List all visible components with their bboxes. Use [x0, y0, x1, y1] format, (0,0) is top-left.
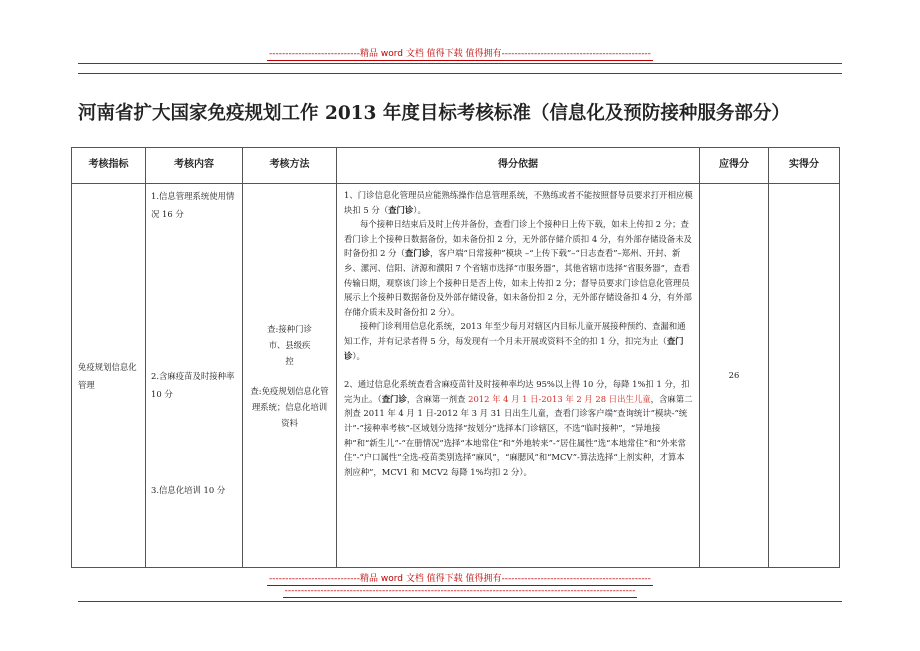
table-row [72, 184, 840, 568]
header-content: 考核内容 [146, 148, 243, 184]
top-rule-1 [78, 63, 842, 64]
header-indicator: 考核指标 [72, 148, 146, 184]
header-score-due: 应得分 [700, 148, 769, 184]
content-cell [146, 184, 243, 568]
header-basis: 得分依据 [337, 148, 700, 184]
method-item-1: 查:接种门诊市、县级疾控 [267, 324, 312, 366]
score-due-value: 26 [728, 370, 740, 381]
basis-para-1: 1、门诊信息化管理员应能熟练操作信息管理系统，不熟练或者不能按照督导员要求打开相应模块扣 5 分（查门诊）。 [344, 190, 693, 215]
method-cell [243, 184, 337, 568]
table-header-row [72, 148, 840, 184]
bottom-banner-text: ----------------------------精品 word 文档 值得下载 值得拥有---------------------------------------------- [267, 571, 653, 586]
header-score-actual: 实得分 [769, 148, 840, 184]
content-item-1: 1.信息管理系统使用情况 16 分 [151, 191, 235, 219]
content-item-2: 2.含麻疫苗及时接种率 10 分 [151, 371, 235, 399]
bottom-rule [78, 601, 842, 602]
assessment-table [71, 147, 840, 568]
basis-para-4: 2、通过信息化系统查看含麻疫苗针及时接种率均达 95%以上得 10 分，每降 1%扣 1 分，扣完为止。（查门诊，含麻第一剂查 2012 年 4 月 1 日-2013 年 2 月 28 日出生儿童，含麻第二剂查 2011 年 4 月 1 日-2012 年 3 月 31 日出生儿童，查看门诊客户端“查询统计”模块-“统计”-“接种率考核”-区域划分选择“按划分”选择本门诊辖区，不选“临时接种”，“异地接种”和“新生儿”-“在册情况”选择“本地常住”和“外地转来”-“居住属性”选“本地常住”和“外来常住”-“户口属性”全选-疫苗类别选择“麻风”，“麻腮风”和“MCV”-算法选择“上剂实种，才算本剂应种”，MCV1 和 MCV2 每降 1%均扣 2 分）。 [344, 379, 693, 477]
score-due-cell [700, 184, 769, 568]
birth-date-range-highlight: 2012 年 4 月 1 日-2013 年 2 月 28 日出生儿童 [468, 393, 651, 404]
top-banner-text: ----------------------------精品 word 文档 值得下载 值得拥有---------------------------------------------- [267, 46, 653, 61]
bottom-banner-dash-line: ------------------------------------------------------------------------------------------------------------ [284, 586, 636, 596]
basis-cell [337, 184, 700, 568]
top-rule-2 [78, 73, 842, 74]
bottom-banner-dashes [0, 586, 920, 598]
method-item-2: 查:免疫规划信息化管理系统；信息化培训资料 [250, 386, 329, 428]
score-actual-cell[interactable] [769, 184, 840, 568]
indicator-cell [72, 184, 146, 568]
bottom-banner [0, 571, 920, 586]
basis-para-3: 接种门诊利用信息化系统，2013 年至少每月对辖区内目标儿童开展接种预约、查漏和通知工作，并有记录者得 5 分，每发现有一个月未开展或资料不全的扣 1 分，扣完为止（查门诊）。 [344, 321, 686, 361]
header-method: 考核方法 [243, 148, 337, 184]
top-banner [0, 46, 920, 61]
indicator-text: 免疫规划信息化管理 [78, 361, 137, 390]
basis-para-2: 每个接种日结束后及时上传并备份，查看门诊上个接种日上传下载，如未上传扣 2 分；查看门诊上个接种日数据备份，如未备份扣 2 分，无外部存储介质扣 4 分，有外部存储设备未及时备份扣 2 分（查门诊，客户端“日常接种”模块 –“上传下载”–“日志查看”–郑州、开封、新乡、漯河、信阳、济源和濮阳 7 个省辖市选择“市服务器”，其他省辖市选择“省服务器”，查看传输日期，观察该门诊上个接种日是否上传，如未上传扣 2 分；督导员要求门诊信息化管理员展示上个接种日数据备份及外部存储设备，如未备份扣 2 分，无外部存储设备扣 4 分，有外部存储介质未及时备份扣 2 分）。 [344, 219, 692, 317]
page-title: 河南省扩大国家免疫规划工作 2013 年度目标考核标准（信息化及预防接种服务部分） [78, 103, 790, 124]
content-item-3: 3.信息化培训 10 分 [151, 485, 226, 495]
